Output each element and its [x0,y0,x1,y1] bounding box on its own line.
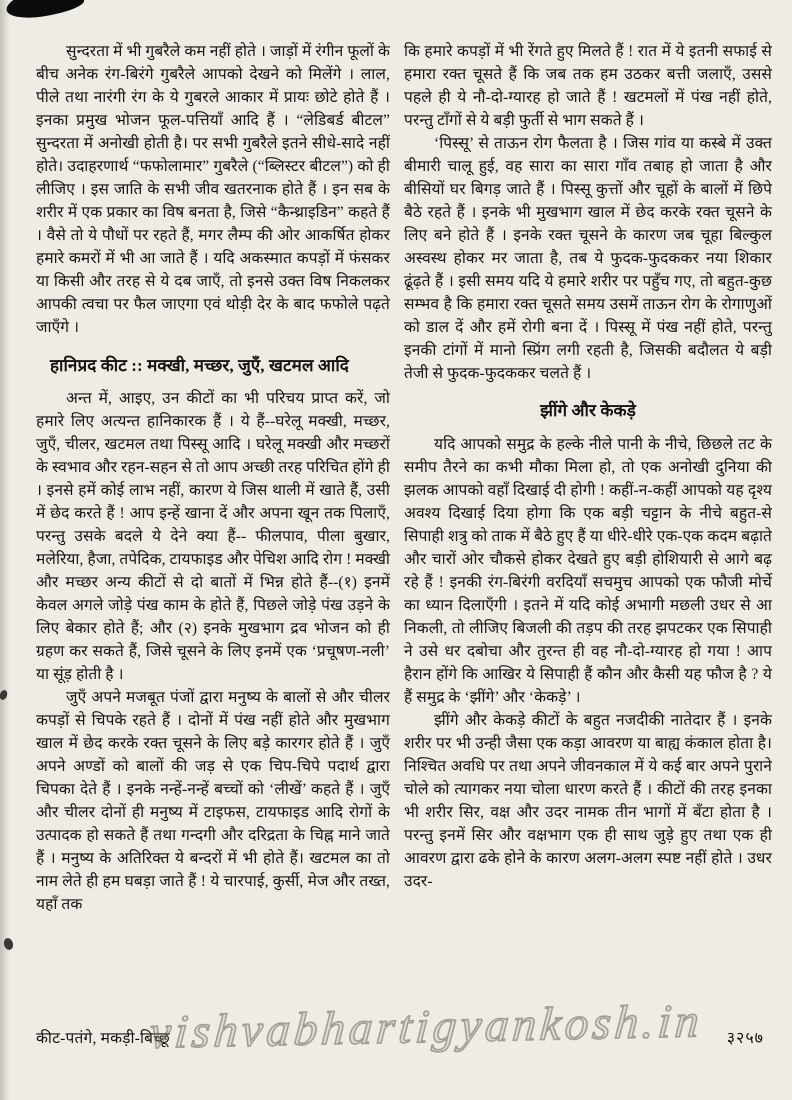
site-watermark: vishvabhartigyankosh.in [147,995,705,1059]
page-number: ३२५७ [726,1030,764,1047]
running-title: कीट-पतंगे, मकड़ी-बिच्छू [36,1030,170,1047]
page-footer [36,1026,764,1048]
right-text-column [404,40,772,893]
paragraph-harmful-insects-intro: अन्त में, आइए, उन कीटों का भी परिचय प्राप्त करें, जो हमारे लिए अत्यन्त हानिकारक हैं । ये हैं--घरेलू मक्खी, मच्छर, जुएँ, चीलर, खटमल तथा पिस्सू आदि । घरेलू मक्खी और मच्छरों के स्वभाव और रहन-सहन से तो आप अच्छी तरह परिचित होंगे ही । इनसे हमें कोई लाभ नहीं, कारण ये जिस थाली में खाते हैं, उसी में छेद करते हैं ! आप इन्हें खाना दें और अपना खून तक पिलाएँ, परन्तु उसके बदले ये देने क्या हैं-- फीलपाव, पीला बुखार, मलेरिया, हैजा, तपेदिक, टायफाइड और पेचिश आदि रोग ! मक्खी और मच्छर अन्य कीटों से दो बातों में भिन्न होते हैं--(१) इनमें केवल अगले जोड़े पंख काम के होते हैं, पिछले जोड़े पंख उड़ने के लिए बेकार होते हैं; और (२) इनके मुखभाग द्रव भोजन को ही ग्रहण कर सकते हैं, जिसे चूसने के लिए इनमें एक ‘प्रचूषण-नली’ या सूंड़ होती है । [36,390,390,683]
left-text-column [36,40,390,916]
paragraph-lice-bedbugs: जुएँ अपने मजबूत पंजों द्वारा मनुष्य के बालों से और चीलर कपड़ों से चिपके रहते हैं । दोनों में पंख नहीं होते और मुखभाग खाल में छेद करके रक्त चूसने के लिए बड़े कारगर होते हैं । जुएँ अपने अण्डों को बालों की जड़ से एक चिप-चिपे पदार्थ द्वारा चिपका देते हैं । इनके नन्हें-नन्हें बच्चों को ‘लीखें’ कहते हैं । जुएँ और चीलर दोनों ही मनुष्य में टाइफस, टायफाइड आदि रोगों के उत्पादक हो सकते हैं तथा गन्दगी और दरिद्रता के चिह्न माने जाते हैं । मनुष्य के अतिरिक्त ये बन्दरों में भी होते हैं। खटमल का तो नाम लेते ही हम घबड़ा जाते हैं ! ये चारपाई, कुर्सी, मेज और तख्त, यहाँ तक [36,689,390,913]
section-heading-shrimps-crabs: झींगे और केकड़े [540,401,636,420]
paragraph-bedbugs-continued: कि हमारे कपड़ों में भी रेंगते हुए मिलते हैं ! रात में ये इतनी सफाई से हमारा रक्त चूसते हैं कि जब तक हम उठकर बत्ती जलाएँ, उससे पहले ही ये नौ-दो-ग्यारह हो जाते हैं ! खटमलों में पंख नहीं होते, परन्तु टाँगों से ये बड़ी फुर्ती से भाग सकते हैं । [404,43,772,129]
section-heading-harmful-insects: हानिप्रद कीट :: मक्खी, मच्छर, जुएँ, खटमल आदि [50,356,349,375]
paragraph-crustacean-anatomy: झींगे और केकड़े कीटों के बहुत नजदीकी नातेदार हैं । इनके शरीर पर भी उन्ही जैसा एक कड़ा आवरण या बाह्य कंकाल होता है। निश्चित अवधि पर तथा अपने जीवनकाल में ये कई बार अपने पुराने चोले को त्यागकर नया चोला धारण करते हैं । कीटों की तरह इनका भी शरीर सिर, वक्ष और उदर नामक तीन भागों में बँटा होता है । परन्तु इनमें सिर और वक्षभाग एक ही साथ जुड़े हुए तथा एक ही आवरण द्वारा ढके होने के कारण अलग-अलग स्पष्ट नहीं होते । उधर उदर- [404,712,772,890]
paragraph-beetles: सुन्दरता में भी गुबरैले कम नहीं होते । जाड़ों में रंगीन फूलों के बीच अनेक रंग-बिरंगे गुबरैले आपको देखने को मिलेंगे । लाल, पीले तथा नारंगी रंग के ये गुबरले आकार में प्रायः छोटे होते हैं । इनका प्रमुख भोजन फूल-पत्तियाँ आदि हैं । “लेडिबर्ड बीटल” सुन्दरता में अनोखी होती है। पर सभी गुबरैले इतने सीधे-सादे नहीं होते। उदाहरणार्थ “फफोलामार” गुबरैले (“ब्लिस्टर बीटल”) को ही लीजिए । इस जाति के सभी जीव खतरनाक होते हैं । इन सब के शरीर में एक प्रकार का विष बनता है, जिसे “कैन्थ्राइडिन” कहते हैं । वैसे तो ये पौधों पर रहते हैं, मगर लैम्प की ओर आकर्षित होकर हमारे कमरों में भी आ जाते हैं । यदि अकस्मात कपड़ों में फंसकर या किसी और तरह से ये दब जाएँ, तो इनसे उक्त विष निकलकर आपकी त्वचा पर फैल जाएगा एवं थोड़ी देर के बाद फफोले पढ़ते जाएँगे । [36,43,390,336]
paragraph-fleas-plague: ‘पिस्सू’ से ताऊन रोग फैलता है । जिस गांव या कस्बे में उक्त बीमारी चालू हुई, वह सारा का सारा गाँव तबाह हो जाता है और बीसियों घर बिगड़ जाते हैं । पिस्सू कुत्तों और चूहों के बालों में छिपे बैठे रहते हैं । इनके भी मुखभाग खाल में छेद करके रक्त चूसने के लिए बने होते हैं । इनके रक्त चूसने के कारण जब चूहा बिल्कुल अस्वस्थ होकर मर जाता है, तब ये फुदक-फुदककर नया शिकार ढूंढ़ते हैं । इसी समय यदि ये हमारे शरीर पर पहुँच गए, तो बहुत-कुछ सम्भव है कि हमारा रक्त चूसते समय उसमें ताऊन रोग के रोगाणुओं को डाल दें और हमें रोगी बना दें । पिस्सू में पंख नहीं होते, परन्तु इनकी टांगों में मानो स्प्रिंग लगी रहती है, जिसकी बदौलत ये बड़ी तेजी से फुदक-फुदककर चलते हैं । [404,135,772,382]
paragraph-sea-soldiers: यदि आपको समुद्र के हल्के नीले पानी के नीचे, छिछले तट के समीप तैरने का कभी मौका मिला हो, तो एक अनोखी दुनिया की झलक आपको वहाँ दिखाई दी होगी ! कहीं-न-कहीं आपको यह दृश्य अवश्य दिखाई दिया होगा कि एक बड़ी चट्टान के नीचे बहुत-से सिपाही शत्रु को ताक में बैठे हुए हैं या धीरे-धीरे एक-एक कदम बढ़ाते और चारों ओर चौकसे होकर देखते हुए बड़ी होशियारी से आगे बढ़ रहे हैं ! इनकी रंग-बिरंगी वरदियाँ सचमुच आपको एक फौजी मोर्चे का ध्यान दिलाएँगी । इतने में यदि कोई अभागी मछली उधर से आ निकली, तो लीजिए बिजली की तड़प की तरह झपटकर एक सिपाही ने उसे धर दबोचा और तुरन्त ही वह नौ-दो-ग्यारह हो गया ! आप हैरान होंगे कि आखिर ये सिपाही हैं कौन और कैसी यह फौज है ? ये हैं समुद्र के ‘झींगे’ और ‘केकड़े’ । [404,436,772,706]
binding-shadow [0,0,10,1100]
scan-artifact-corner [4,0,85,22]
